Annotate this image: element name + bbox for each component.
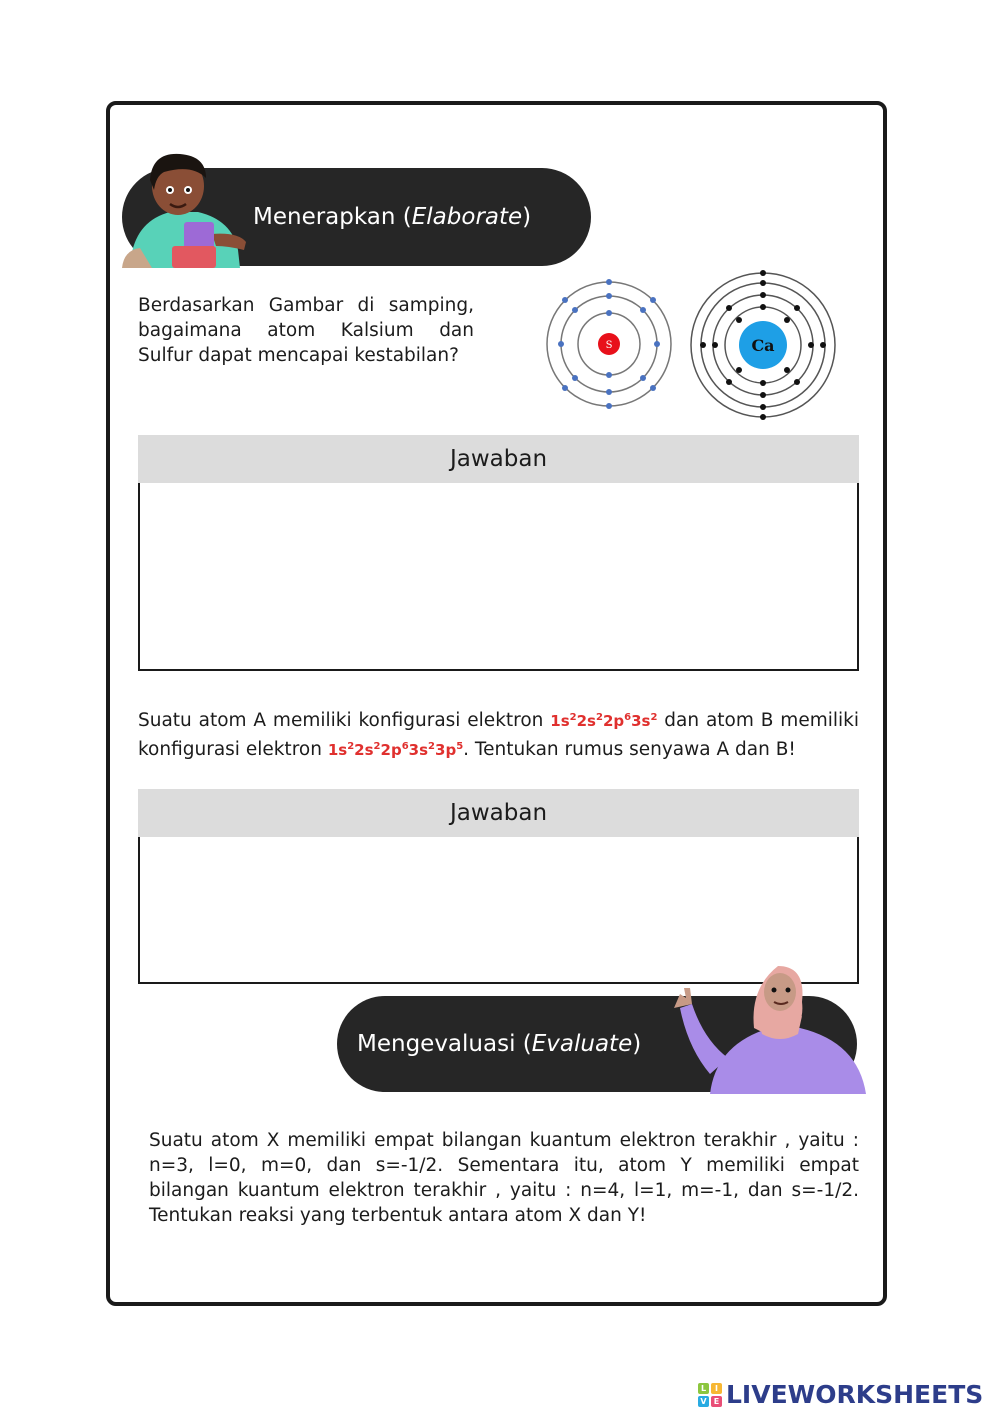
calcium-symbol: Ca: [751, 336, 775, 355]
answer-box-1[interactable]: [138, 483, 859, 671]
section-title-suffix: ): [632, 1031, 642, 1057]
section-title-italic: Evaluate: [531, 1031, 633, 1057]
answer-header-1: Jawaban: [138, 435, 859, 483]
answer-header-2: Jawaban: [138, 789, 859, 837]
sulfur-symbol: S: [605, 340, 613, 351]
section-title-suffix: ): [522, 204, 532, 230]
question-3-text: Suatu atom X memiliki empat bilangan kuantum elektron terakhir , yaitu : n=3, l=0, m=0, dan s=-1/2. Sementara itu, atom Y memiliki empat bilangan kuantum elektron terakhir , yaitu : n=4, l=1, m=-1, dan s=-1/2. Tentukan reaksi yang terbentuk antara atom X dan Y!: [149, 1130, 859, 1226]
atom-diagrams: [543, 268, 843, 428]
section-title-italic: Elaborate: [411, 204, 523, 230]
question-2-text: [138, 705, 859, 763]
liveworksheets-logo: [698, 1380, 983, 1409]
liveworksheets-wordmark: LIVEWORKSHEETS: [726, 1380, 984, 1409]
question-2-part1: Suatu atom A memiliki konfigurasi elektron: [138, 710, 551, 731]
sulfur-atom-diagram: [547, 279, 671, 409]
config-b: $1s^22s^22p^63s^23p^5$: [327, 741, 464, 759]
question-2-part3: . Tentukan rumus senyawa A dan B!: [463, 739, 796, 760]
student-boy-avatar: [120, 150, 250, 270]
question-1-text: Berdasarkan Gambar di samping, bagaimana atom Kalsium dan Sulfur dapat mencapai kestabilan?: [138, 295, 474, 366]
liveworksheets-mark: L I V E: [698, 1383, 722, 1407]
section-title-prefix: Mengevaluasi (: [357, 1031, 532, 1057]
student-girl-avatar: [670, 958, 870, 1098]
question-2-part2: dan atom B memiliki konfigurasi elektron: [138, 710, 859, 760]
calcium-atom-diagram: [691, 270, 835, 420]
section-title-prefix: Menerapkan (: [253, 204, 412, 230]
config-a: $1s^22s^22p^63s^2$: [550, 712, 658, 730]
